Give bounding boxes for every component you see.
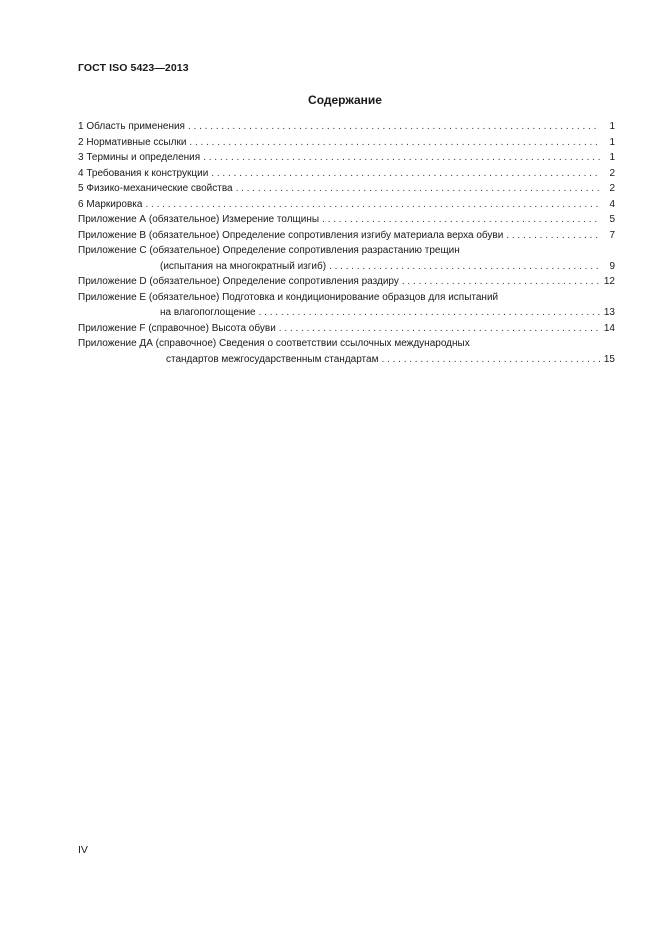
toc-entry-label: Приложение В (обязательное) Определение сопротивления изгибу материала верха обуви <box>78 229 504 241</box>
toc-leader-dots <box>211 166 600 182</box>
toc-leader-dots <box>189 135 600 151</box>
toc-leader-dots <box>381 352 600 368</box>
toc-entry-label: (испытания на многократный изгиб) <box>160 260 327 272</box>
toc-entry-page: 14 <box>603 322 615 334</box>
toc-entry-label: 4 Требования к конструкции <box>78 167 209 179</box>
toc-entry-label: 6 Маркировка <box>78 198 143 210</box>
toc-leader-dots <box>145 197 600 213</box>
toc-entry-page: 5 <box>609 214 615 225</box>
toc-entry-scope[interactable] <box>78 119 615 135</box>
toc-entry-label: 1 Область применения <box>78 121 185 132</box>
toc-leader-dots <box>188 119 600 135</box>
toc-entry-page: 1 <box>609 152 615 163</box>
toc-entry-label: 5 Физико-механические свойства <box>78 183 233 194</box>
toc-entry-page: 15 <box>603 353 615 365</box>
toc-entry-properties[interactable] <box>78 181 615 197</box>
toc-entry-first-line: Приложение ДА (справочное) Сведения о соответствии ссылочных международных <box>78 338 470 349</box>
page-number: IV <box>78 844 88 856</box>
toc-entry-page: 9 <box>609 260 615 272</box>
toc-entry-annex-b[interactable] <box>78 228 615 244</box>
toc-entry-page: 1 <box>609 121 615 132</box>
toc-leader-dots <box>236 181 600 197</box>
toc-entry-page: 4 <box>609 198 615 210</box>
toc-entry-first-line: Приложение Е (обязательное) Подготовка и кондиционирование образцов для испытаний <box>78 291 499 303</box>
toc-entry-label: 3 Термины и определения <box>78 152 201 163</box>
toc-entry-label: стандартов межгосударственным стандартам <box>166 353 379 365</box>
toc-entry-construction[interactable] <box>78 166 615 182</box>
toc-entry-annex-d[interactable] <box>78 274 615 290</box>
toc-leader-dots <box>402 274 600 290</box>
toc-entry-label: на влагопоглощение <box>160 307 256 318</box>
toc-entry-page: 12 <box>603 276 615 287</box>
toc-entry-label: Приложение F (справочное) Высота обуви <box>78 322 276 334</box>
toc-leader-dots <box>329 259 600 275</box>
toc-entry-annex-e[interactable] <box>78 290 615 321</box>
toc-entry-normative-references[interactable] <box>78 135 615 151</box>
toc-entry-label: Приложение D (обязательное) Определение сопротивления раздиру <box>78 276 399 287</box>
toc-entry-annex-c[interactable] <box>78 243 615 274</box>
toc-entry-page: 13 <box>603 307 615 318</box>
toc-entry-page: 2 <box>609 183 615 194</box>
toc-entry-page: 1 <box>609 136 615 148</box>
toc-leader-dots <box>506 228 600 244</box>
toc-leader-dots <box>259 305 600 321</box>
toc-entry-label: Приложение А (обязательное) Измерение толщины <box>78 214 320 225</box>
toc-entry-annex-f[interactable] <box>78 321 615 337</box>
toc-title: Содержание <box>308 93 382 107</box>
toc-leader-dots <box>279 321 600 337</box>
toc-leader-dots <box>203 150 600 166</box>
toc-leader-dots <box>322 212 600 228</box>
toc-entry-annex-a[interactable] <box>78 212 615 228</box>
toc-entry-annex-da[interactable] <box>78 336 615 367</box>
document-header: ГОСТ ISO 5423—2013 <box>78 62 189 74</box>
table-of-contents <box>78 119 615 367</box>
toc-entry-marking[interactable] <box>78 197 615 213</box>
toc-entry-page: 2 <box>609 167 615 179</box>
toc-entry-page: 7 <box>609 229 615 241</box>
toc-entry-label: 2 Нормативные ссылки <box>78 136 187 148</box>
toc-entry-terms[interactable] <box>78 150 615 166</box>
toc-entry-first-line: Приложение С (обязательное) Определение сопротивления разрастанию трещин <box>78 245 460 256</box>
